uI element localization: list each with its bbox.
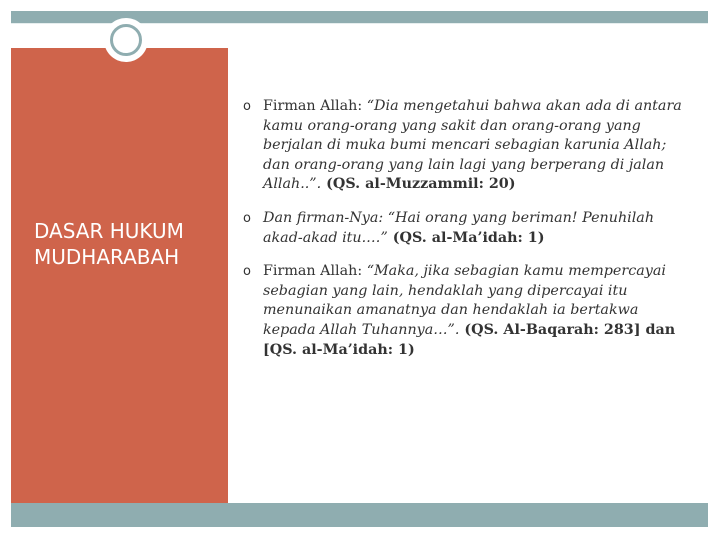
item-reference: (QS. al-Ma’idah: 1) — [387, 229, 545, 246]
slide-content — [243, 97, 695, 374]
item-reference: (QS. Al-Baqarah: 283] dan [QS. al-Ma’idah: 1) — [263, 321, 676, 358]
ring-ornament-icon — [104, 18, 148, 62]
item-quote: “Dia mengetahui bahwa akan ada di antara kamu orang-orang yang sakit dan orang-orang yang berjalan di muka bumi mencari sebagian karunia Allah; dan orang-orang yang lain lagi yang berperang di jalan Allah..”. — [263, 98, 682, 193]
ring-inner — [110, 24, 142, 56]
slide-title-line-1: DASAR HUKUM — [34, 219, 184, 243]
bottom-bar — [11, 503, 708, 527]
slide-title — [34, 218, 224, 270]
bullet-circle-icon: o — [243, 99, 251, 114]
title-panel — [11, 48, 228, 503]
bullet-item-2 — [243, 209, 695, 248]
item-quote: Dan firman-Nya: “Hai orang yang beriman! Penuhilah akad-akad itu.…” — [263, 209, 655, 246]
item-quote: “Maka, jika sebagian kamu mempercayai sebagian yang lain, hendaklah yang dipercayai itu menunaikan amanatnya dan hendaklah ia bertakwa kepada Allah Tuhannya…”. — [263, 263, 666, 338]
bullet-item-3 — [243, 262, 695, 360]
item-lead: Firman Allah: — [263, 263, 367, 280]
bullet-circle-icon: o — [243, 264, 251, 280]
bullet-circle-icon: o — [243, 210, 251, 226]
item-lead: Firman Allah: — [263, 98, 367, 114]
bullet-item-1 — [243, 97, 695, 195]
item-reference: (QS. al-Muzzammil: 20) — [321, 176, 516, 193]
slide-title-line-2: MUDHARABAH — [34, 245, 180, 269]
